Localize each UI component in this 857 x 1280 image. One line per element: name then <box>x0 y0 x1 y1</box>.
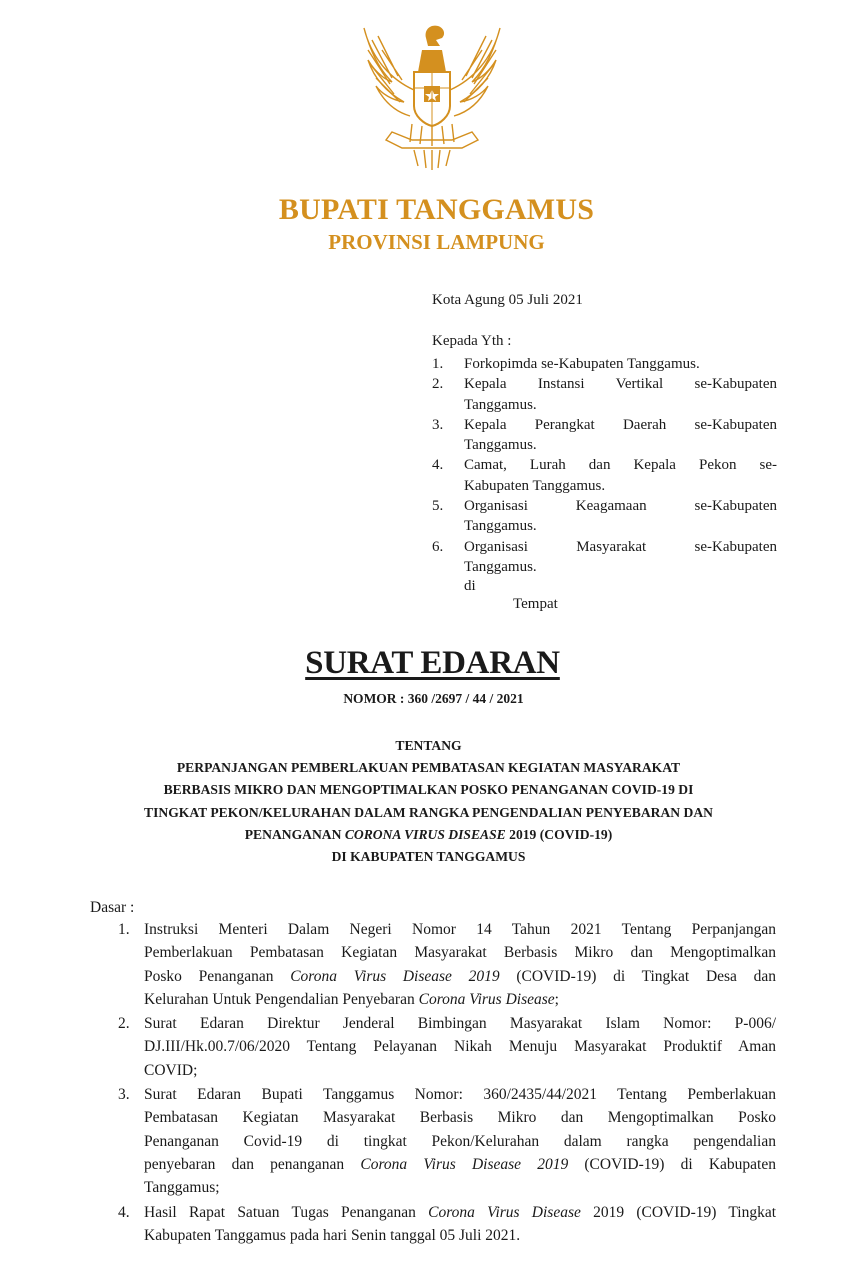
basis-item <box>118 918 776 1011</box>
subject-line: PERPANJANGAN PEMBERLAKUAN PEMBATASAN KEGIATAN MASYARAKAT <box>176 760 681 776</box>
letterhead-subtitle-text: PROVINSI LAMPUNG <box>328 230 545 254</box>
addressee-item <box>432 537 777 578</box>
addressee-item <box>432 415 777 456</box>
item-line: Kepala Perangkat Daerah se-Kabupaten <box>464 416 777 433</box>
item-line <box>144 965 776 988</box>
item-line: Penanganan Covid-19 di tingkat Pekon/Kelurahan dalam rangka pengendalian <box>144 1132 776 1150</box>
item-line: Surat Edaran Bupati Tanggamus Nomor: 360/2435/44/2021 Tentang Pemberlakuan <box>144 1086 776 1104</box>
item-text <box>464 415 777 456</box>
subject-heading: TENTANG <box>395 738 462 753</box>
addressee-item <box>432 374 777 415</box>
item-line: Kabupaten Tanggamus pada hari Senin tanggal 05 Juli 2021. <box>144 1226 521 1244</box>
item-line: Camat, Lurah dan Kepala Pekon se- <box>464 457 777 474</box>
item-line: Instruksi Menteri Dalam Negeri Nomor 14 Tahun 2021 Tentang Perpanjangan <box>144 921 776 938</box>
item-number: 1. <box>118 921 130 938</box>
addressee-heading: Kepada Yth : <box>432 333 512 349</box>
item-line: Forkopimda se-Kabupaten Tanggamus. <box>464 356 700 372</box>
addressee-item <box>432 455 777 496</box>
text: Posko Penanganan <box>144 967 291 985</box>
subject-line: BERBASIS MIKRO DAN MENGOPTIMALKAN POSKO PENANGANAN COVID-19 DI <box>163 782 694 798</box>
item-line: Pemberlakuan Pembatasan Kegiatan Masyarakat Berbasis Mikro dan Mengoptimalkan <box>144 944 776 962</box>
basis-item <box>118 1083 776 1199</box>
subject-line: DI KABUPATEN TANGGAMUS <box>331 849 526 865</box>
italic-text: Corona Virus Disease 2019 <box>360 1155 569 1173</box>
item-number: 2. <box>118 1015 130 1033</box>
item-line: Tanggamus. <box>464 518 537 535</box>
basis-item <box>118 1201 776 1248</box>
addressee-item <box>432 354 777 374</box>
item-line: Pembatasan Kegiatan Masyarakat Berbasis Mikro dan Mengoptimalkan Posko <box>144 1109 776 1127</box>
item-line: Organisasi Keagamaan se-Kabupaten <box>464 498 777 515</box>
item-line: DJ.III/Hk.00.7/06/2020 Tentang Pelayanan Nikah Menuju Masyarakat Produktif Aman <box>144 1038 776 1056</box>
item-text <box>144 1201 776 1248</box>
subject-text: 2019 (COVID-19) <box>505 826 613 842</box>
place-date: Kota Agung 05 Juli 2021 <box>432 292 583 308</box>
item-line: Tanggamus; <box>144 1179 220 1197</box>
garuda-emblem-icon <box>352 20 512 172</box>
subject-text: PENANGANAN <box>244 826 345 842</box>
item-line: Organisasi Masyarakat se-Kabupaten <box>464 538 777 555</box>
item-line: COVID; <box>144 1061 198 1079</box>
subject-italic-text: CORONA VIRUS DISEASE <box>344 826 506 842</box>
subject-line: TINGKAT PEKON/KELURAHAN DALAM RANGKA PENGENDALIAN PENYEBARAN DAN <box>144 804 713 820</box>
text: Kelurahan Untuk Pengendalian Penyebaran <box>144 990 419 1008</box>
item-line: Surat Edaran Direktur Jenderal Bimbingan Masyarakat Islam Nomor: P-006/ <box>144 1015 776 1033</box>
letterhead-title-text: BUPATI TANGGAMUS <box>278 193 595 226</box>
item-number: 4. <box>432 457 444 474</box>
item-line <box>144 1153 776 1176</box>
text: ; <box>554 990 559 1008</box>
item-text <box>144 918 776 1011</box>
item-line: Tanggamus. <box>464 437 537 454</box>
addressee-item <box>432 496 777 537</box>
subject-line <box>0 824 857 846</box>
text: (COVID-19) di Tingkat Desa dan <box>499 967 777 985</box>
item-number: 3. <box>118 1086 130 1104</box>
document-number <box>0 691 857 707</box>
item-line: Tanggamus. <box>464 396 537 413</box>
item-line <box>144 988 776 1011</box>
item-text <box>464 496 777 537</box>
addressee-di: di <box>464 578 476 594</box>
text: penyebaran dan penanganan <box>144 1155 361 1173</box>
item-text <box>464 537 777 578</box>
basis-label: Dasar : <box>90 899 135 916</box>
item-text <box>464 455 777 496</box>
italic-text: Corona Virus Disease <box>418 990 555 1008</box>
text: (COVID-19) di Kabupaten <box>568 1155 776 1173</box>
item-number: 6. <box>432 538 444 555</box>
document-title-text: SURAT EDARAN <box>305 645 560 681</box>
italic-text: Corona Virus Disease 2019 <box>290 967 500 985</box>
item-text <box>464 374 777 415</box>
item-number: 3. <box>432 416 444 433</box>
item-line <box>144 1201 776 1224</box>
addressee-list <box>432 354 777 577</box>
basis-list <box>118 918 776 1248</box>
letterhead-title <box>0 193 857 227</box>
item-line: Tanggamus. <box>464 558 537 575</box>
item-number: 4. <box>118 1203 130 1221</box>
basis-item <box>118 1012 776 1082</box>
item-text <box>144 1012 776 1082</box>
item-line: Kepala Instansi Vertikal se-Kabupaten <box>464 376 777 393</box>
document-title <box>0 645 857 682</box>
italic-text: Corona Virus Disease <box>428 1203 581 1221</box>
item-text <box>144 1083 776 1199</box>
letterhead-subtitle <box>0 230 857 255</box>
item-number: 1. <box>432 356 444 372</box>
document-subject <box>0 735 857 868</box>
text: Hasil Rapat Satuan Tugas Penanganan <box>144 1203 429 1221</box>
item-number: 2. <box>432 376 444 393</box>
item-line: Kabupaten Tanggamus. <box>464 477 606 494</box>
item-text <box>464 354 777 374</box>
addressee-tempat: Tempat <box>513 596 558 612</box>
text: 2019 (COVID-19) Tingkat <box>580 1203 777 1221</box>
item-number: 5. <box>432 498 444 515</box>
document-number-text: NOMOR : 360 /2697 / 44 / 2021 <box>343 691 524 706</box>
